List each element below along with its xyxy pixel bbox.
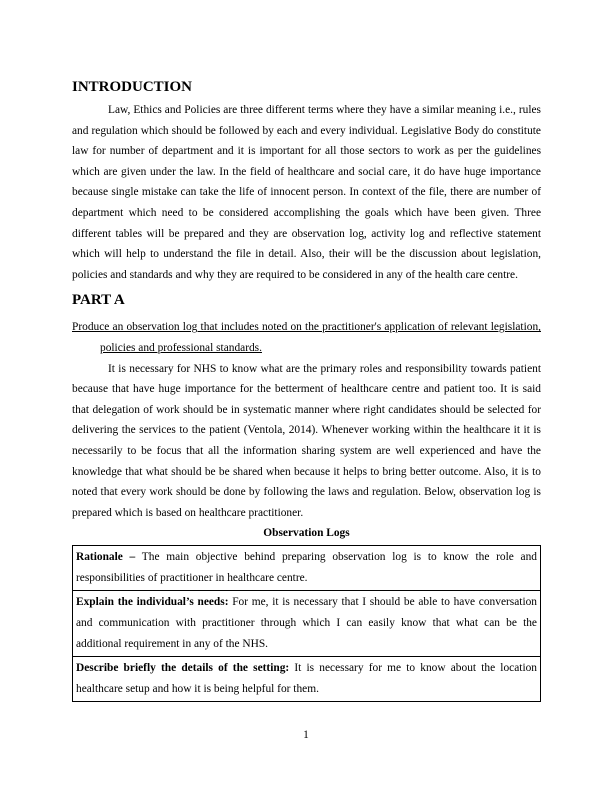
table-row	[73, 591, 541, 657]
task-statement: Produce an observation log that includes noted on the practitioner's application of relevant legislation, policies and professional standards.	[72, 321, 541, 354]
table-cell	[73, 546, 541, 591]
table-row	[73, 546, 541, 591]
part-a-heading: PART A	[72, 292, 125, 309]
page-number: 1	[303, 729, 309, 741]
intro-heading: INTRODUCTION	[72, 79, 193, 95]
table-caption: Observation Logs	[263, 527, 350, 540]
row-text: For me, it is necessary that I should be able to have conversation and communication with practitioner through which I can easily know that what can be the additional requirement in any of the NHS.	[76, 596, 538, 650]
table-row	[73, 657, 541, 702]
row-text: It is necessary for me to know about the location healthcare setup and how it is being helpful for them.	[76, 662, 537, 695]
row-label: Explain the individual’s needs:	[76, 596, 229, 609]
table-cell	[73, 591, 541, 657]
part-a-paragraph: It is necessary for NHS to know what are the primary roles and responsibility towards patient because that have huge importance for the betterment of healthcare centre and patient too. It is said that delegation of work should be in systematic manner where right candidates should be selected for delivering the services to the patient (Ventola, 2014). Whenever working within the healthcare it it is necessarily to be focus that all the information sharing system are well experienced and have the knowledge that what should be be shared when because it helps to bring better outcome. Also, it is to noted that every work should be done by following the laws and regulation. Below, observation log is prepared which is based on healthcare practitioner.	[72, 362, 541, 519]
row-label: Describe briefly the details of the setting:	[76, 662, 290, 675]
intro-paragraph: Law, Ethics and Policies are three different terms where they have a similar meaning i.e., rules and regulation which should be followed by each and every individual. Legislative Body do constitute law for number of department and it is important for all those sectors to work as per the guidelines which are given under the law. In the field of healthcare and social care, it do have huge importance because single mistake can take the life of innocent person. In context of the file, there are number of department which need to be considered accomplishing the goals which have been given. Three different tables will be prepared and they are observation log, activity log and reflective statement which will help to understand the file in detail. Also, their will be the discussion about legislation, policies and standards and why they are required to be considered in any of the health care centre.	[72, 104, 541, 281]
table-cell	[73, 657, 541, 702]
row-label: Rationale –	[76, 551, 136, 564]
row-text: The main objective behind preparing observation log is to know the role and responsibilities of practitioner in healthcare centre.	[76, 551, 538, 584]
document-page	[72, 78, 541, 702]
observation-log-table	[72, 545, 541, 702]
